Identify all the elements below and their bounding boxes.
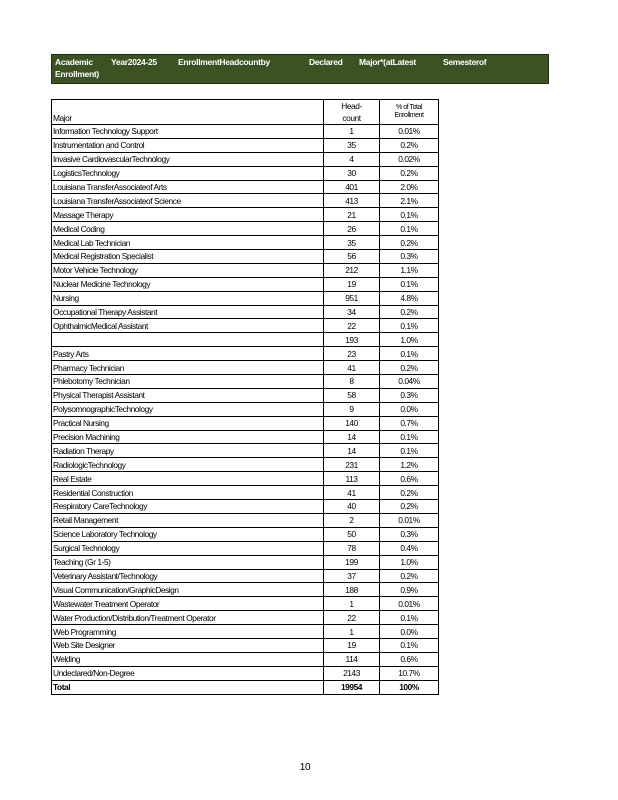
headcount-cell: 78 [324,541,380,555]
headcount-cell: 22 [324,319,380,333]
table-row [52,597,439,611]
percent-cell: 0.1% [380,319,439,333]
major-cell: Occupational Therapy Assistant [52,305,324,319]
percent-cell: 0.01% [380,125,439,139]
percent-cell: 0.3% [380,388,439,402]
major-cell: Teaching (Gr 1-5) [52,555,324,569]
headcount-cell: 37 [324,569,380,583]
major-cell: Louisiana TransferAssociateof Science [52,194,324,208]
table-row [52,138,439,152]
percent-cell: 2.0% [380,180,439,194]
table-row [52,319,439,333]
major-cell: Welding [52,652,324,666]
table-row [52,402,439,416]
percent-cell: 0.2% [380,138,439,152]
table-row [52,458,439,472]
major-cell: Invasive CardiovascularTechnology [52,152,324,166]
percent-header-line: % of Total [395,104,423,111]
major-cell: Retail Management [52,513,324,527]
table-row [52,486,439,500]
major-cell: Medical Registration Specialist [52,250,324,264]
major-cell: Practical Nursing [52,416,324,430]
major-cell: Undeclared/Non-Degree [52,666,324,680]
major-cell: Respiratory CareTechnology [52,500,324,514]
headcount-cell: 26 [324,222,380,236]
table-row [52,305,439,319]
table-row [52,569,439,583]
percent-cell: 2.1% [380,194,439,208]
headcount-cell: 4 [324,152,380,166]
major-cell: Surgical Technology [52,541,324,555]
major-cell: Medical Coding [52,222,324,236]
major-cell: Physical Therapist Assistant [52,388,324,402]
headcount-cell: 199 [324,555,380,569]
table-row [52,555,439,569]
major-cell: Web Programming [52,625,324,639]
percent-cell: 0.1% [380,277,439,291]
enrollment-table [51,99,439,695]
major-cell: Pastry Arts [52,347,324,361]
percent-cell: 0.2% [380,166,439,180]
major-cell: PolysomnographicTechnology [52,402,324,416]
headcount-cell: 40 [324,500,380,514]
major-cell: Nuclear Medicine Technology [52,277,324,291]
total-row [52,680,439,694]
major-cell: Pharmacy Technician [52,361,324,375]
major-cell: Real Estate [52,472,324,486]
percent-cell: 0.7% [380,416,439,430]
banner-word: Semesterof [443,57,487,67]
percent-cell: 0.2% [380,569,439,583]
major-cell: OphthalmicMedical Assistant [52,319,324,333]
banner-word: Major*(atLatest [359,57,416,67]
major-cell: Instrumentation and Control [52,138,324,152]
table-row [52,375,439,389]
major-column-header: Major [52,100,324,125]
headcount-cell: 140 [324,416,380,430]
percent-cell: 1.0% [380,333,439,347]
percent-column-header [380,100,439,125]
headcount-cell: 14 [324,430,380,444]
table-row [52,611,439,625]
headcount-cell: 19 [324,277,380,291]
table-row [52,222,439,236]
table-row [52,180,439,194]
major-cell: Water Production/Distribution/Treatment Operator [52,611,324,625]
major-cell: Precision Machining [52,430,324,444]
percent-cell: 10.7% [380,666,439,680]
major-cell [52,333,324,347]
table-row [52,583,439,597]
total-label: Total [52,680,324,694]
percent-cell: 0.2% [380,500,439,514]
table-title-banner [51,54,549,84]
major-cell: Science Laboratory Technology [52,527,324,541]
headcount-column-header [324,100,380,125]
percent-cell: 0.6% [380,652,439,666]
banner-line-1 [55,56,545,68]
table-row [52,430,439,444]
headcount-cell: 8 [324,375,380,389]
headcount-cell: 19 [324,638,380,652]
table-row [52,361,439,375]
percent-cell: 0.9% [380,583,439,597]
percent-cell: 1.1% [380,263,439,277]
table-row [52,472,439,486]
major-cell: Information Technology Support [52,125,324,139]
major-cell: Motor Vehicle Technology [52,263,324,277]
table-row [52,347,439,361]
headcount-cell: 193 [324,333,380,347]
table-row [52,333,439,347]
banner-word: Year2024-25 [111,57,157,67]
table-body [52,125,439,681]
table-row [52,291,439,305]
headcount-cell: 231 [324,458,380,472]
major-cell: Louisiana TransferAssociateof Arts [52,180,324,194]
headcount-cell: 58 [324,388,380,402]
headcount-cell: 113 [324,472,380,486]
percent-cell: 1.2% [380,458,439,472]
percent-cell: 0.6% [380,472,439,486]
table-row [52,250,439,264]
percent-cell: 0.1% [380,638,439,652]
percent-cell: 0.1% [380,347,439,361]
headcount-cell: 2143 [324,666,380,680]
table-row [52,263,439,277]
table-row [52,638,439,652]
headcount-cell: 41 [324,361,380,375]
headcount-header-line: Head- [341,101,362,111]
banner-word: EnrollmentHeadcountby [178,57,270,67]
percent-cell: 0.1% [380,222,439,236]
headcount-cell: 114 [324,652,380,666]
percent-cell: 1.0% [380,555,439,569]
table-row [52,152,439,166]
major-cell: Nursing [52,291,324,305]
headcount-cell: 401 [324,180,380,194]
headcount-cell: 1 [324,625,380,639]
percent-cell: 0.02% [380,152,439,166]
table-row [52,541,439,555]
headcount-cell: 30 [324,166,380,180]
headcount-cell: 413 [324,194,380,208]
percent-cell: 0.01% [380,513,439,527]
headcount-cell: 22 [324,611,380,625]
table-row [52,625,439,639]
headcount-header-line: count [342,113,361,123]
headcount-cell: 14 [324,444,380,458]
major-cell: Medical Lab Technician [52,236,324,250]
table-row [52,208,439,222]
headcount-cell: 951 [324,291,380,305]
table-row [52,652,439,666]
percent-cell: 0.1% [380,430,439,444]
major-cell: Web Site Designer [52,638,324,652]
percent-cell: 4.8% [380,291,439,305]
percent-header-line: Enrollment [394,112,424,119]
headcount-cell: 1 [324,597,380,611]
major-cell: Visual Communication/GraphicDesign [52,583,324,597]
table-row [52,125,439,139]
percent-cell: 0.2% [380,236,439,250]
percent-cell: 0.2% [380,305,439,319]
table-row [52,277,439,291]
headcount-cell: 212 [324,263,380,277]
banner-word: Academic [55,57,93,67]
major-cell: Residential Construction [52,486,324,500]
headcount-cell: 2 [324,513,380,527]
table-row [52,166,439,180]
headcount-cell: 1 [324,125,380,139]
headcount-cell: 9 [324,402,380,416]
table-row [52,500,439,514]
percent-cell: 0.3% [380,527,439,541]
table-row [52,527,439,541]
percent-cell: 0.0% [380,625,439,639]
major-cell: Veterinary Assistant/Technology [52,569,324,583]
total-percent: 100% [380,680,439,694]
percent-cell: 0.1% [380,611,439,625]
headcount-cell: 56 [324,250,380,264]
headcount-cell: 41 [324,486,380,500]
table-row [52,444,439,458]
headcount-cell: 50 [324,527,380,541]
percent-cell: 0.0% [380,402,439,416]
percent-cell: 0.1% [380,208,439,222]
table-header-row [52,100,439,125]
percent-cell: 0.3% [380,250,439,264]
table-row [52,666,439,680]
percent-cell: 0.1% [380,444,439,458]
percent-cell: 0.04% [380,375,439,389]
table-row [52,416,439,430]
table-row [52,513,439,527]
major-cell: Radiation Therapy [52,444,324,458]
page-number: 10 [299,762,311,773]
headcount-cell: 21 [324,208,380,222]
major-cell: Massage Therapy [52,208,324,222]
banner-word: Declared [309,57,343,67]
major-cell: RadiologicTechnology [52,458,324,472]
major-cell: Wastewater Treatment Operator [52,597,324,611]
headcount-cell: 188 [324,583,380,597]
percent-cell: 0.2% [380,361,439,375]
headcount-cell: 35 [324,236,380,250]
total-headcount: 19954 [324,680,380,694]
percent-cell: 0.2% [380,486,439,500]
table-row [52,236,439,250]
table-row [52,194,439,208]
headcount-cell: 23 [324,347,380,361]
percent-cell: 0.4% [380,541,439,555]
headcount-cell: 34 [324,305,380,319]
table-row [52,388,439,402]
major-cell: Phlebotomy Technician [52,375,324,389]
major-cell: LogisticsTechnology [52,166,324,180]
percent-cell: 0.01% [380,597,439,611]
banner-line-2: Enrollment) [55,69,99,79]
headcount-cell: 35 [324,138,380,152]
